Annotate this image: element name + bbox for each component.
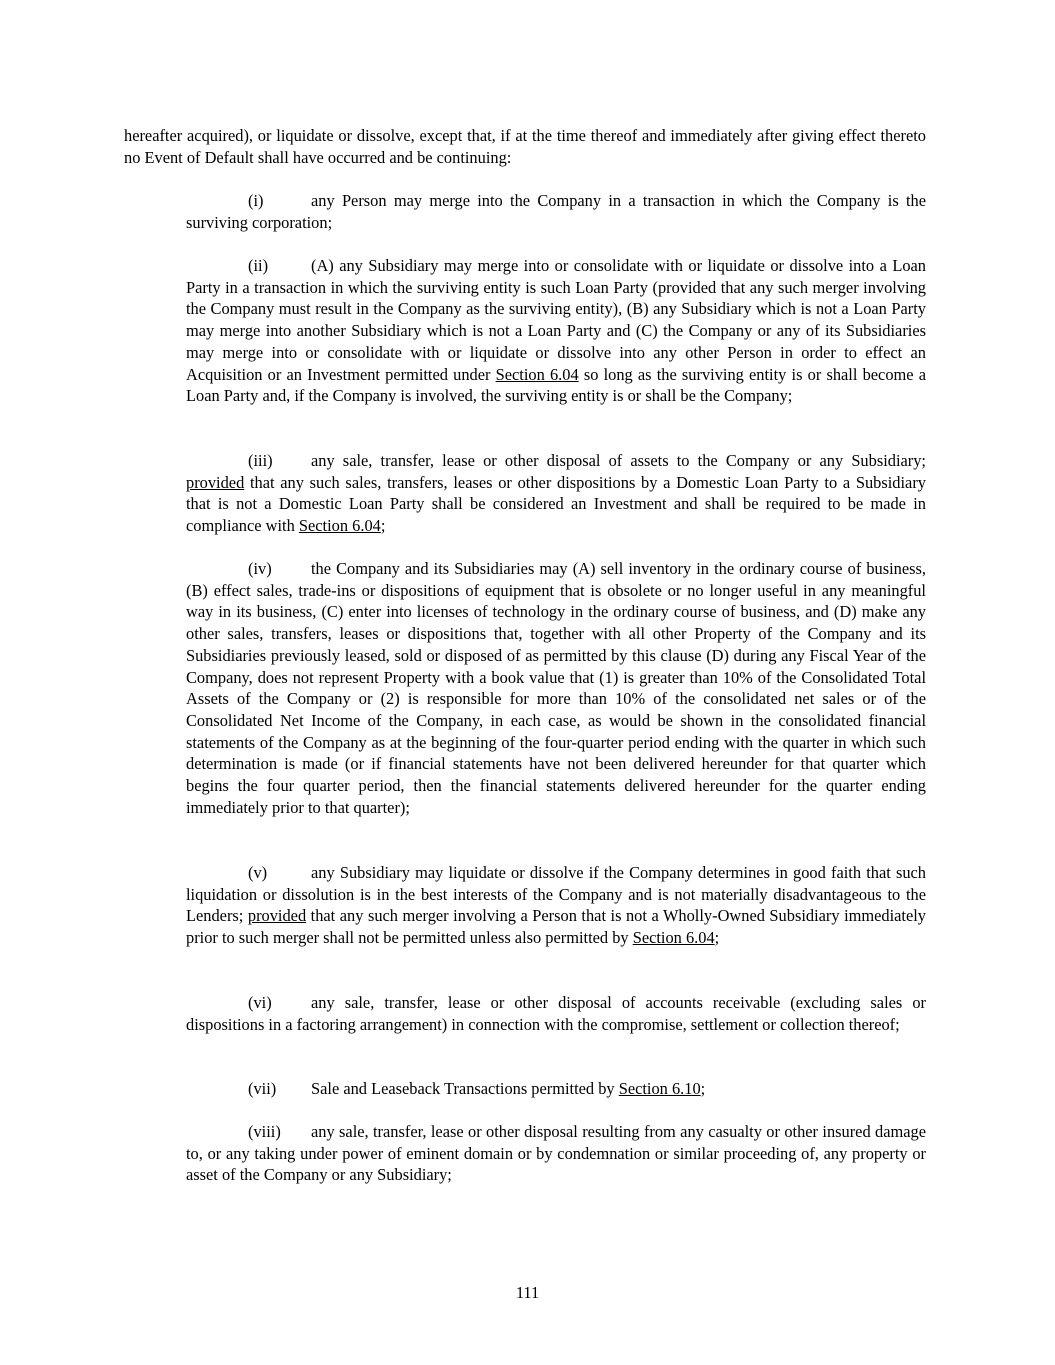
section-reference-link: Section 6.04 — [298, 516, 381, 536]
clause-text: Sale and Leaseback Transactions permitted by — [311, 1079, 619, 1098]
clause-viii — [186, 1121, 926, 1186]
clause-text: ; — [380, 516, 386, 536]
clause-iii — [186, 450, 926, 537]
clause-number: (viii) — [248, 1122, 281, 1141]
section-reference-link: Section 6.10 — [618, 1079, 701, 1098]
clause-text: that any such merger involving a Person that is not a Wholly-Owned Subsidiary immediately prior to such merger shall not be permitted unless also permitted by — [186, 906, 926, 948]
clause-text: any Person may merge into the Company in a transaction in which the Company is the surviving corporation; — [186, 191, 926, 232]
clause-i — [186, 190, 926, 233]
clause-text: that any such sales, transfers, leases or other dispositions by a Domestic Loan Party to a Subsidiary that is not a Domestic Loan Party shall be considered an Investment and shall be required to be made in compliance with — [186, 472, 926, 536]
clause-number: (v) — [248, 863, 268, 882]
clause-ii — [186, 255, 926, 407]
page-number: 111 — [515, 1283, 540, 1302]
provided-term: provided — [186, 472, 245, 492]
clause-number: (ii) — [248, 256, 269, 275]
clause-text: the Company and its Subsidiaries may (A) sell inventory in the ordinary course of business, (B) effect sales, trade-ins or dispositions of equipment that is obsolete or no longer useful in any meaningful way in its business, (C) enter into licenses of technology in the ordinary course of business, and (D) make any other sales, transfers, leases or dispositions that, together with all other Property of the Company and its Subsidiaries previously leased, sold or disposed of as permitted by this clause (D) during any Fiscal Year of the Company, does not represent Property with a book value that (1) is greater than 10% of the Consolidated Total Assets of the Company or (2) is responsible for more than 10% of the consolidated net sales or of the Consolidated Net Income of the Company, in each case, as would be shown in the consolidated financial statements of the Company as at the beginning of the four-quarter period ending with the quarter in which such determination is made (or if financial statements have not been delivered hereunder for that quarter which begins the four quarter period, then the financial statements delivered hereunder for the quarter ending immediately prior to that quarter); — [186, 559, 926, 817]
clause-text: (A) any Subsidiary may merge into or consolidate with or liquidate or dissolve into a Loan Party in a transaction in which the surviving entity is such Loan Party (provided that any such merger involving the Company must result in the Company as the surviving entity), (B) any Subsidiary which is not a Loan Party may merge into another Subsidiary which is not a Loan Party and (C) the Company or any of its Subsidiaries may merge into or consolidate with or liquidate or dissolve into any other Person in order to effect an Acquisition or an Investment permitted under — [186, 256, 926, 384]
clause-vii — [186, 1078, 926, 1100]
clause-text: ; — [714, 928, 720, 948]
clause-iv — [186, 558, 926, 818]
clause-vi — [186, 992, 926, 1035]
clause-number: (i) — [248, 191, 264, 210]
clause-text: any Subsidiary may liquidate or dissolve if the Company determines in good faith that such liquidation or dissolution is in the best interests of the Company and is not materially disadvantageous to the Lenders; — [186, 863, 926, 926]
clause-text: any sale, transfer, lease or other disposal of accounts receivable (excluding sales or dispositions in a factoring arrangement) in connection with the compromise, settlement or collection thereof; — [186, 993, 926, 1034]
clause-text: so long as the surviving entity is or shall become a Loan Party and, if the Company is involved, the surviving entity is or shall be the Company; — [186, 364, 927, 406]
clause-v — [186, 862, 926, 949]
section-reference-link: Section 6.04 — [495, 364, 579, 384]
provided-term: provided — [247, 906, 307, 926]
clause-number: (iv) — [248, 559, 272, 578]
clause-text: any sale, transfer, lease or other disposal resulting from any casualty or other insured damage to, or any taking under power of eminent domain or by condemnation or similar proceeding of, any property or asset of the Company or any Subsidiary; — [186, 1122, 926, 1185]
section-reference-link: Section 6.04 — [632, 928, 715, 948]
intro-paragraph: hereafter acquired), or liquidate or dissolve, except that, if at the time thereof and immediately after giving effect thereto no Event of Default shall have occurred and be continuing: — [124, 126, 926, 167]
clause-number: (vii) — [248, 1079, 277, 1098]
clause-number: (iii) — [248, 451, 273, 470]
clause-text: ; — [700, 1079, 706, 1098]
clause-number: (vi) — [248, 993, 272, 1012]
clause-text: any sale, transfer, lease or other disposal of assets to the Company or any Subsidiary; — [311, 451, 926, 470]
